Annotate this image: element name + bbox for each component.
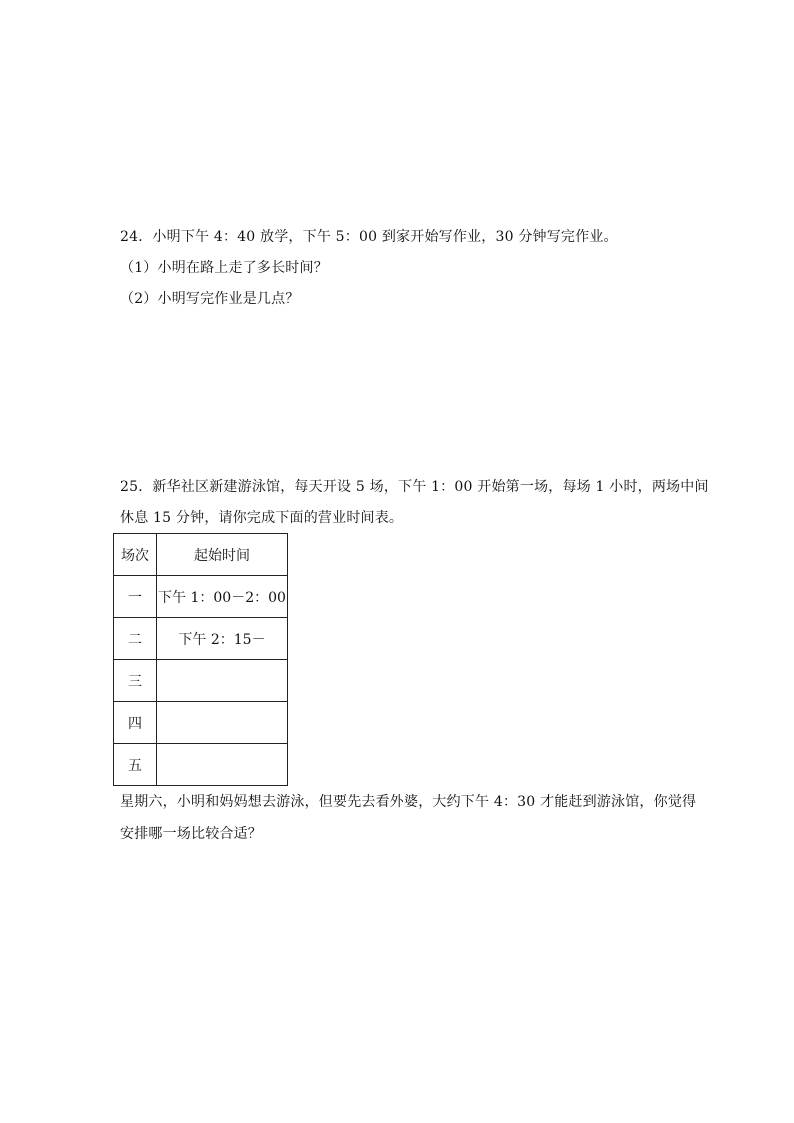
q24-subquestion-1: （1）小明在路上走了多长时间？ (120, 260, 328, 276)
q25-followup-line-1: 星期六，小明和妈妈想去游泳，但要先去看外婆，大约下午 4：30 才能赶到游泳馆，你觉得 (120, 794, 697, 810)
table-header-row (114, 534, 288, 576)
table-row (114, 576, 288, 618)
schedule-table (113, 533, 288, 786)
session-cell: 一 (114, 576, 157, 618)
q24-subquestion-2: （2）小明写完作业是几点？ (120, 291, 300, 307)
time-cell (157, 702, 288, 744)
q24-stem: 24．小明下午 4：40 放学，下午 5：00 到家开始写作业，30 分钟写完作业。 (120, 229, 618, 245)
header-session: 场次 (114, 534, 157, 576)
session-cell: 四 (114, 702, 157, 744)
header-start-time: 起始时间 (157, 534, 288, 576)
session-cell: 五 (114, 744, 157, 786)
q25-stem-line-1: 25．新华社区新建游泳馆，每天开设 5 场，下午 1：00 开始第一场，每场 1 小时，两场中间 (120, 479, 709, 495)
time-cell (157, 744, 288, 786)
table-row (114, 618, 288, 660)
q25-stem-line-2: 休息 15 分钟，请你完成下面的营业时间表。 (120, 510, 404, 526)
table-row (114, 702, 288, 744)
table-row (114, 744, 288, 786)
time-cell: 下午 2：15－ (157, 618, 288, 660)
session-cell: 二 (114, 618, 157, 660)
q25-followup-line-2: 安排哪一场比较合适？ (120, 826, 262, 842)
session-cell: 三 (114, 660, 157, 702)
time-cell (157, 660, 288, 702)
time-cell: 下午 1：00－2：00 (157, 576, 288, 618)
table-row (114, 660, 288, 702)
